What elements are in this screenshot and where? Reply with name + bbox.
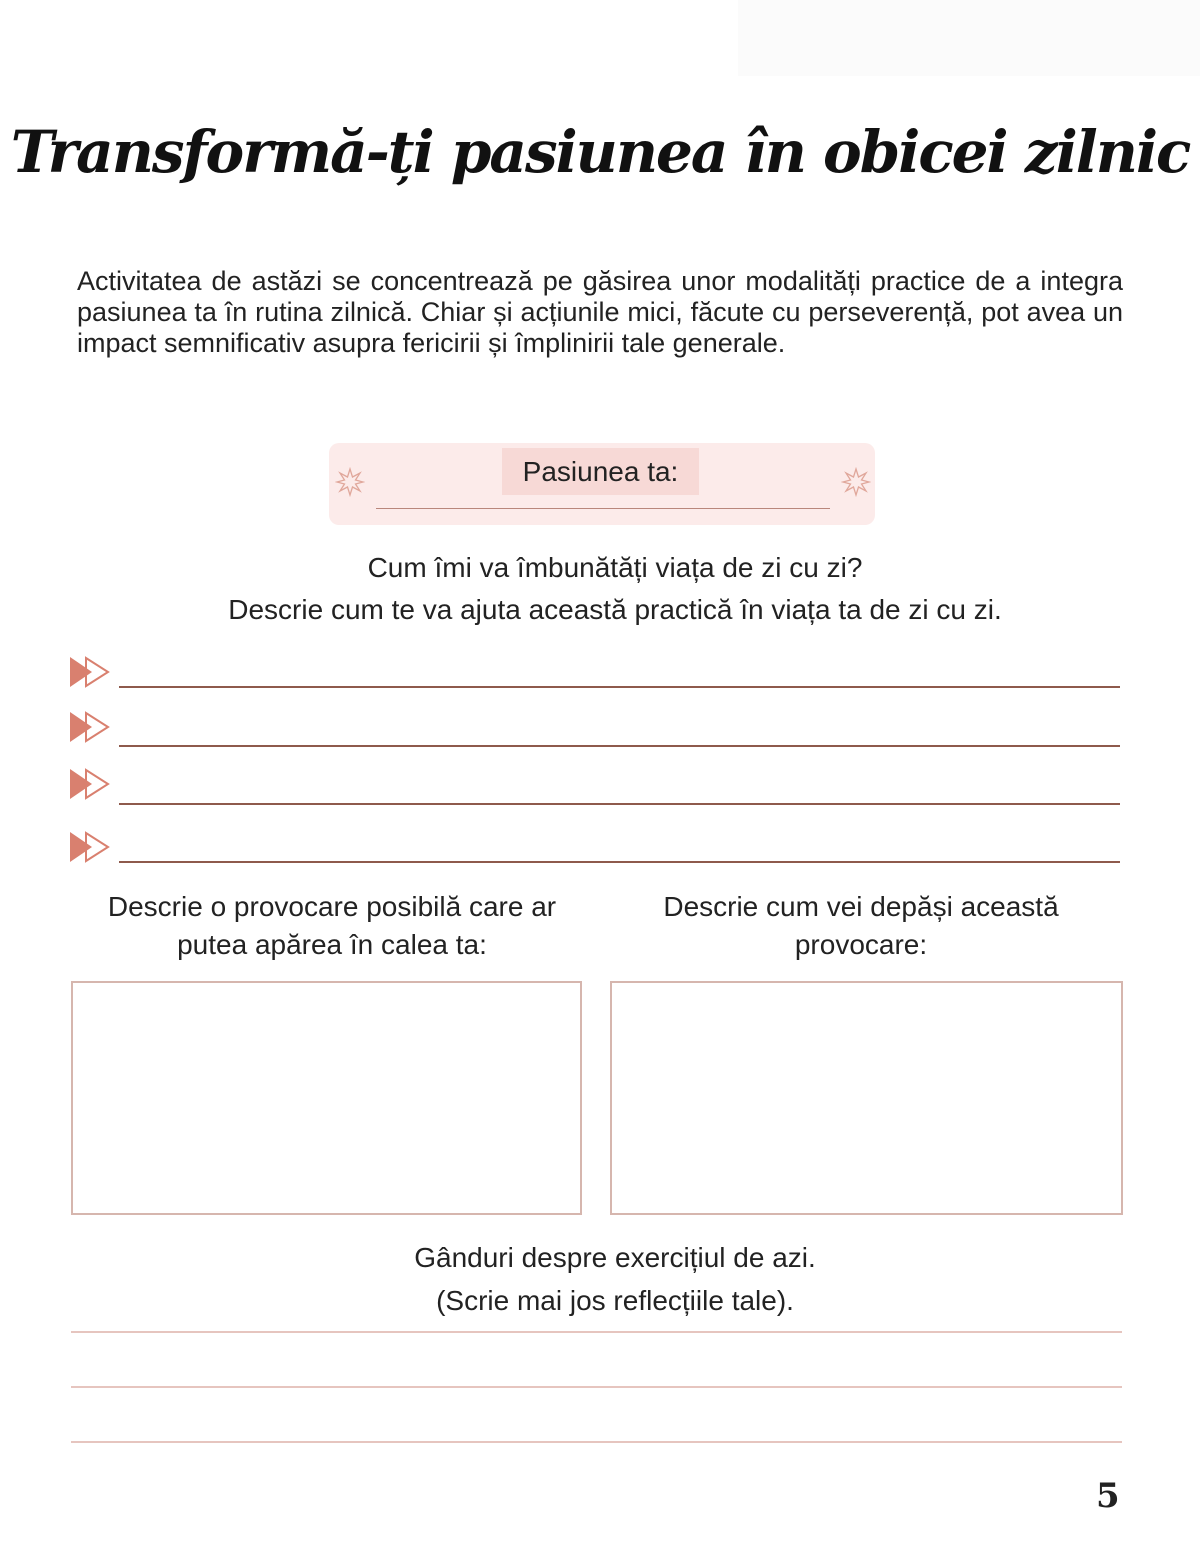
answer-line[interactable]: [119, 745, 1120, 747]
challenge-answer-box[interactable]: [71, 981, 582, 1215]
challenge-question: Descrie o provocare posibilă care ar putea apărea în calea ta:: [107, 891, 557, 960]
overcome-answer-box[interactable]: [610, 981, 1123, 1215]
double-arrow-icon: [68, 655, 112, 689]
answer-line[interactable]: [119, 803, 1120, 805]
answer-line[interactable]: [119, 686, 1120, 688]
corner-tint: [738, 0, 1200, 76]
double-arrow-icon: [68, 710, 112, 744]
star-burst-icon: [841, 467, 871, 497]
intro-paragraph: Activitatea de astăzi se concentrează pe găsirea unor modalități practice de a integra pasiunea ta în rutina zilnică. Chiar și acțiunile mici, făcute cu perseverență, pot avea un impact semnificativ asupra fericirii și împlinirii tale generale.: [77, 266, 1123, 358]
passion-label: Pasiunea ta:: [502, 448, 699, 495]
answer-line[interactable]: [119, 861, 1120, 863]
reflection-subheading: (Scrie mai jos reflecțiile tale).: [436, 1285, 794, 1316]
page-number: 5: [1096, 1476, 1120, 1516]
question-subheading: Descrie cum te va ajuta această practică în viața ta de zi cu zi.: [228, 594, 1002, 625]
passion-write-line[interactable]: [376, 508, 830, 509]
reflection-line[interactable]: [71, 1441, 1122, 1443]
overcome-question: Descrie cum vei depăși această provocare:: [663, 891, 1059, 960]
reflection-line[interactable]: [71, 1386, 1122, 1388]
question-heading: Cum îmi va îmbunătăți viața de zi cu zi?: [367, 552, 863, 583]
double-arrow-icon: [68, 830, 112, 864]
reflection-line[interactable]: [71, 1331, 1122, 1333]
star-burst-icon: [335, 467, 365, 497]
double-arrow-icon: [68, 767, 112, 801]
reflection-heading: Gânduri despre exercițiul de azi.: [414, 1242, 816, 1273]
page-title: Transformă-ți pasiunea în obicei zilnic: [10, 118, 1190, 186]
